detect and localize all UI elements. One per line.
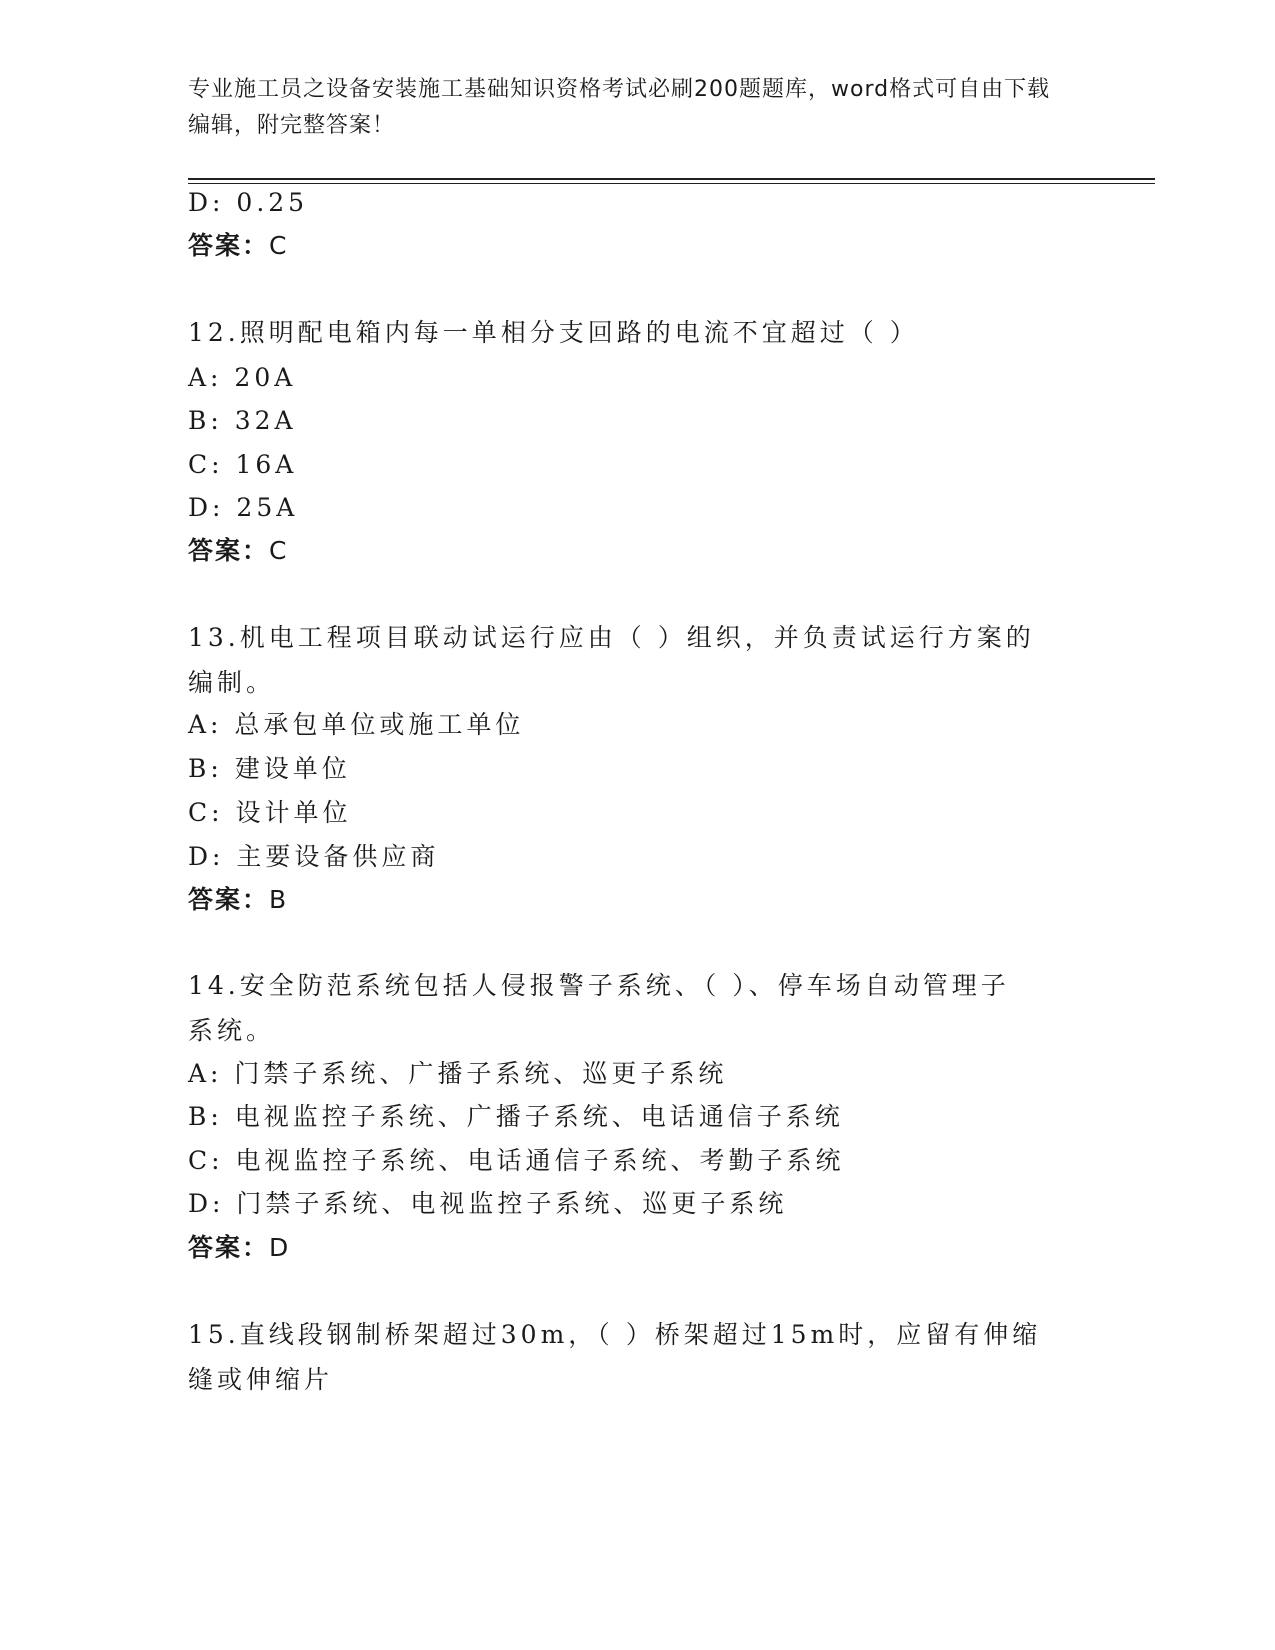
document-header: 专业施工员之设备安装施工基础知识资格考试必刷200题题库，word格式可自由下载编辑，附完整答案！: [188, 77, 1051, 138]
answer-value: D: [269, 1233, 291, 1262]
answer-value: B: [269, 885, 289, 914]
question-12-stem: 12.照明配电箱内每一单相分支回路的电流不宜超过（ ）: [188, 318, 919, 347]
question-13-stem: 13.机电工程项目联动试运行应由（ ）组织，并负责试运行方案的编制。: [188, 623, 1035, 697]
question-13-answer: [188, 877, 288, 922]
question-14-option-c: C: 电视监控子系统、电话通信子系统、考勤子系统: [188, 1146, 845, 1175]
question-14-option-d: D: 门禁子系统、电视监控子系统、巡更子系统: [188, 1189, 788, 1218]
question-12-option-b: B: 32A: [188, 406, 297, 435]
answer-label: 答案：: [188, 885, 270, 914]
question-14-stem: 14.安全防范系统包括人侵报警子系统、（ ）、停车场自动管理子系统。: [188, 971, 1010, 1045]
question-12-option-d: D: 25A: [188, 493, 299, 522]
answer-label: 答案：: [188, 536, 270, 565]
question-14-answer: [188, 1225, 290, 1270]
answer-label: 答案：: [188, 231, 270, 260]
answer-label: 答案：: [188, 1233, 270, 1262]
answer-value: C: [269, 536, 289, 565]
answer-value: C: [269, 231, 289, 260]
question-14-option-b: B: 电视监控子系统、广播子系统、电话通信子系统: [188, 1102, 844, 1131]
prev-option-d: D: 0.25: [188, 188, 309, 217]
question-14-option-a: A: 门禁子系统、广播子系统、巡更子系统: [188, 1059, 728, 1088]
question-12-answer: [188, 528, 288, 573]
question-12-option-c: C: 16A: [188, 450, 298, 479]
question-13-option-c: C: 设计单位: [188, 798, 352, 827]
question-12-option-a: A: 20A: [188, 363, 297, 392]
prev-answer: [188, 223, 288, 268]
question-13-option-a: A: 总承包单位或施工单位: [188, 710, 525, 739]
question-15-stem: 15.直线段钢制桥架超过30m，（ ）桥架超过15m时，应留有伸缩缝或伸缩片: [188, 1320, 1042, 1394]
question-13-option-d: D: 主要设备供应商: [188, 842, 440, 871]
question-13-option-b: B: 建设单位: [188, 754, 351, 783]
